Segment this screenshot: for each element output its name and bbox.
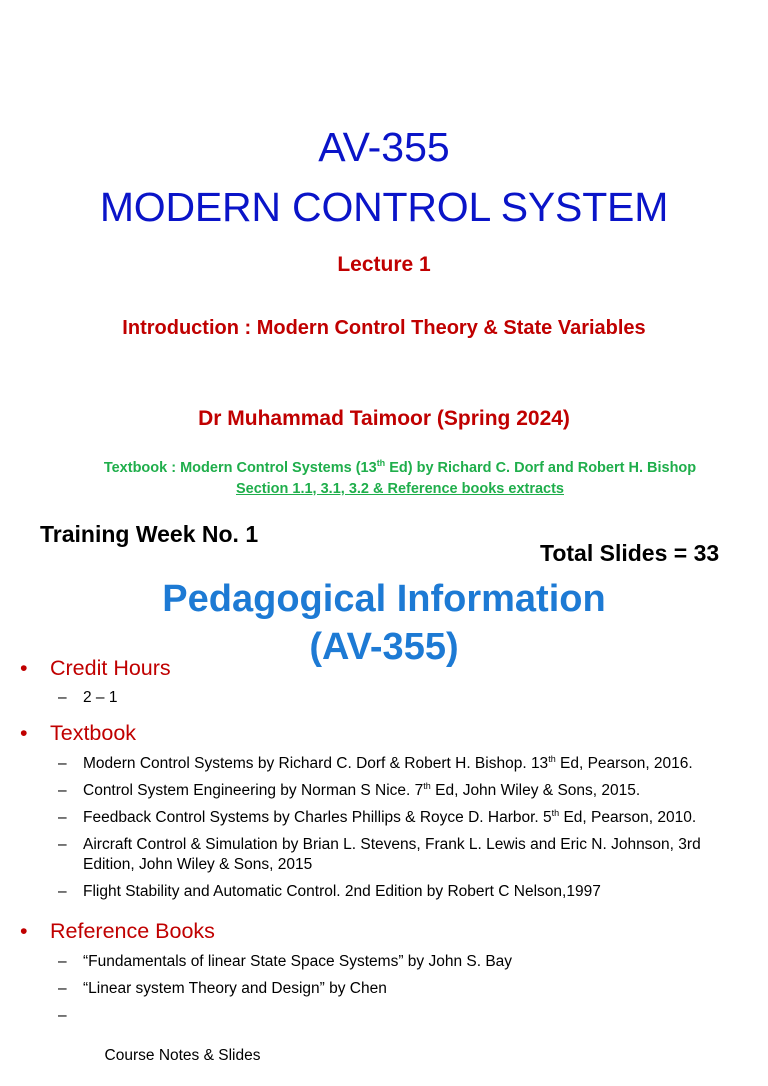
dash-icon: – (58, 782, 67, 799)
lecture-label: Lecture 1 (337, 253, 431, 276)
instructor-line: Dr Muhammad Taimoor (Spring 2024) (198, 407, 570, 430)
list-item (20, 979, 760, 999)
book-text: Ed, Pearson, 2010. (559, 809, 697, 826)
list-item (20, 808, 760, 828)
dash-icon: – (58, 836, 67, 853)
textbook-ref-prefix: Textbook : Modern Control Systems (13 (103, 459, 377, 476)
book-text: Control System Engineering by Norman S Nice. 7 (83, 782, 424, 799)
book-text: Ed, John Wiley & Sons, 2015. (430, 782, 641, 799)
pedagogical-title-line2: (AV-355) (309, 626, 459, 668)
credit-hours-heading (20, 654, 760, 682)
total-slides: Total Slides = 33 (540, 540, 720, 566)
dash-icon: – (58, 689, 67, 706)
book-sup: th (423, 780, 431, 791)
reference-books-section (20, 917, 760, 1086)
bullet-icon: • (20, 656, 28, 680)
book-sup: th (548, 753, 556, 764)
credit-hours-section (20, 654, 760, 708)
reference-books-label: Reference Books (50, 919, 215, 943)
list-item (20, 835, 760, 875)
bullet-icon: • (20, 919, 28, 943)
reference-book: “Fundamentals of linear State Space Systems” by John S. Bay (83, 953, 513, 970)
lecture-intro: Introduction : Modern Control Theory & State Variables (122, 317, 646, 339)
dash-icon: – (58, 883, 67, 900)
dash-icon: – (58, 980, 67, 997)
dash-icon: – (58, 953, 67, 970)
textbook-ref-rest: Ed) by Richard C. Dorf and Robert H. Bishop (385, 459, 697, 476)
textbook-heading (20, 719, 760, 747)
dash-icon: – (58, 809, 67, 826)
dash-icon: – (58, 755, 67, 772)
dash-icon: – (58, 1007, 67, 1024)
list-item (20, 1006, 760, 1086)
textbook-section (20, 719, 760, 902)
book-sup: th (551, 807, 560, 818)
training-week: Training Week No. 1 (40, 521, 259, 547)
book-text: Modern Control Systems by Richard C. Dorf & Robert H. Bishop. 13 (83, 755, 549, 772)
textbook-label: Textbook (50, 721, 137, 745)
textbook-reference (90, 453, 710, 500)
course-code: AV-355 (318, 124, 450, 170)
bullet-icon: • (20, 721, 28, 745)
reference-book: Course Notes & Slides (100, 1047, 261, 1064)
reference-books-heading (20, 917, 760, 945)
textbook-sections-link[interactable]: Section 1.1, 3.1, 3.2 & Reference books extracts (235, 480, 564, 497)
book-text: Aircraft Control & Simulation by Brian L. Stevens, Frank L. Lewis and Eric N. Johnson, 3rd Edition, John Wiley & Sons, 2015 (83, 836, 701, 873)
book-text: Ed, Pearson, 2016. (555, 755, 693, 772)
list-item (20, 754, 760, 774)
list-item (20, 952, 760, 972)
textbook-ref-sup: th (376, 458, 386, 468)
book-text: Feedback Control Systems by Charles Phillips & Royce D. Harbor. 5 (83, 809, 552, 826)
list-item (20, 781, 760, 801)
list-item (20, 688, 760, 708)
credit-hours-label: Credit Hours (50, 656, 171, 680)
course-title: MODERN CONTROL SYSTEM (99, 184, 669, 230)
reference-book: “Linear system Theory and Design” by Chen (83, 980, 387, 997)
book-text: Flight Stability and Automatic Control. 2nd Edition by Robert C Nelson,1997 (83, 883, 601, 900)
credit-hours-value: 2 – 1 (83, 689, 118, 706)
list-item (20, 882, 760, 902)
pedagogical-title-line1: Pedagogical Information (162, 578, 606, 620)
